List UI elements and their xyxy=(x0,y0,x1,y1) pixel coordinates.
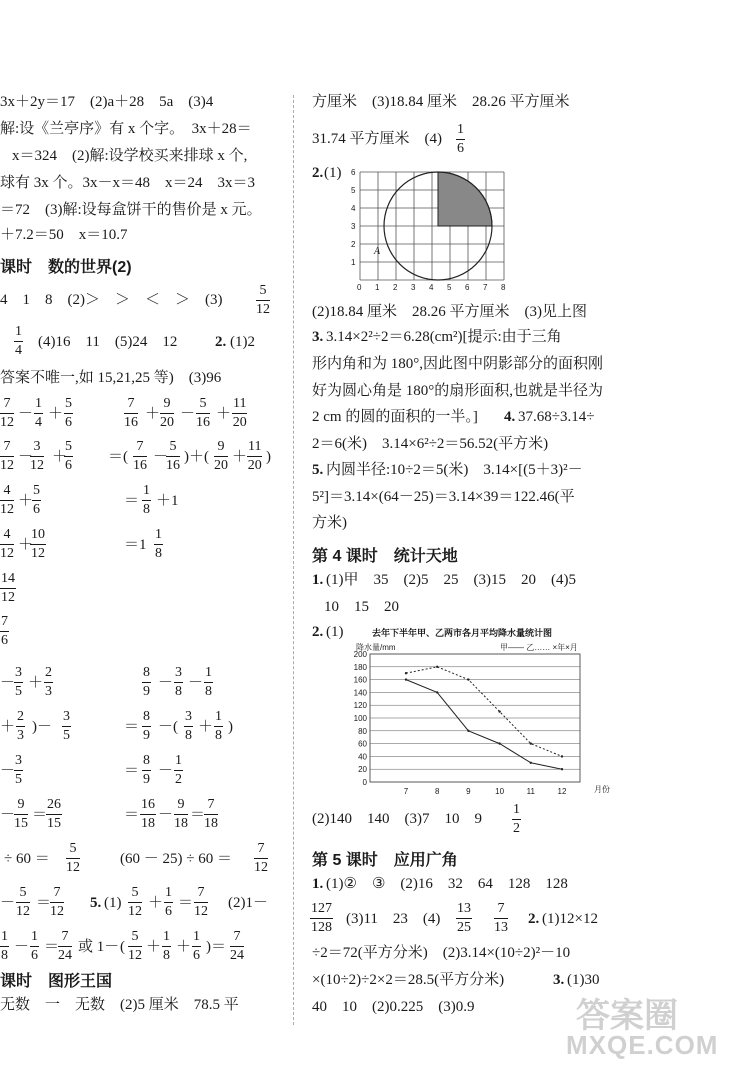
answer-line: 方米) xyxy=(312,515,347,531)
x-tick: 4 xyxy=(429,283,434,292)
data-point xyxy=(561,755,563,757)
y-tick-label: 140 xyxy=(353,688,367,698)
x-tick: 7 xyxy=(483,283,488,292)
y-tick-label: 200 xyxy=(353,650,367,659)
x-tick: 8 xyxy=(501,283,506,292)
point-label: A xyxy=(374,246,381,257)
series-line-乙 xyxy=(406,667,562,757)
answer-line: (1)甲 35 (2)5 25 (3)15 20 (4)5 xyxy=(326,572,576,588)
data-point xyxy=(498,710,500,712)
answer-line: 2 cm 的圆的面积的一半。] xyxy=(312,409,478,425)
x-tick-label: 9 xyxy=(466,787,471,796)
data-point xyxy=(436,666,438,668)
data-point xyxy=(561,768,563,770)
chart-title: 去年下半年甲、乙两市各月平均降水量统计图 xyxy=(372,628,553,638)
watermark-url: MXQE.COM xyxy=(566,1030,719,1060)
section-heading: 课时 数的世界(2) xyxy=(0,259,132,276)
answer-line: 方厘米 (3)18.84 厘米 28.26 平方厘米 xyxy=(312,94,570,110)
question-number: 4. xyxy=(504,409,516,425)
answer-page: 3x＋2y＝17 (2)a＋28 5a (3)4 解:设《兰亭序》有 x 个字。 3x＋28＝ x＝324 (2)解:设学校买来排球 x 个, 球有 3x 个。3x－x＝48 x＝24 3x＝3 ＝72 (3)解:设每盒饼干的售价是 x 元。 ＋7.2＝50 x＝10.7 课时 数的世界(2) 4 1 8 (2)＞ ＞ ＜ ＞ (3) 5 12 1 4 (4)16 11 (5)24 12 2. (1)2 答案不唯一,如 15,21,25 等) (3)96 7 12 － 1 4 ＋ 5 6 7 16 ＋ 9 20 － 5 16 ＋ 11 20 7 12 － 3 12 ＋ 5 6 ＝( 7 16 － 5 16 )＋( 9 20 ＋ 11 20 ) 4 12 ＋ 5 6 ＝ 1 8 ＋1 4 12 ＋ 10 12 ＝1 1 8 14 12 7 6 － 3 5 ＋ 2 3 8 9 － 3 8 － 1 8 ＋ 2 3 )－ 3 5 ＝ 8 9 －( 3 8 ＋ 1 8 ) － 3 5 ＝ 8 9 － 1 2 － 9 15 ＝ 26 15 ＝ 16 18 － 9 18 ＝ 7 18 ÷ 60 ＝ 5 12 (60 － 25) ÷ 60 ＝ 7 12 － 5 12 ＝ 7 12 5. (1) 5 12 ＋ 1 6 ＝ 7 12 (2)1－ 1 8 － 1 6 ＝ 7 24 或 1－ ( 5 12 ＋ 1 8 ＋ 1 6 )＝ 7 24 课时 图形王国 无数 一 无数 (2)5 厘米 78.5 平 方厘米 (3)18.84 厘米 28.26 平方厘米 31.74 平方厘米 (4) 1 6 2. (1) 0 1 2 3 4 5 6 7 8 1 2 3 4 5 6 A (2)18.84 厘米 28.26 平方厘米 (3)见上图 3. 3.14×2²÷2＝6.28(cm²)[提示:由于三角 形内角和为 180°,因此图中阴影部分的面积刚 好为圆心角是 180°的扇形面积,也就是半径为 2 cm 的圆的面积的一半。] 4. 37.68÷3.14÷ 2＝6(米) 3.14×6²÷2＝56.52(平方米) 5. 内圆半径:10÷2＝5(米) 3.14×[(5＋3)²－ 5²]＝3.14×(64－25)＝3.14×39＝122.46(平 方米) 第 4 课时 统计天地 1. (1)甲 35 (2)5 25 (3)15 20 (4)5 10 15 20 2. (1) 去年下半年甲、乙两市各月平均降水量统计图 降水量/mm 甲—— 乙…… ×年×月 0 20 40 60 80 100 120 140 160 180 200 7 8 9 10 11 12 月份 (2)140 140 (3)7 10 9 1 2 第 5 课时 应用广角 1. (1)② ③ (2)16 32 64 128 128 127 128 (3)11 23 (4) 13 25 7 13 2. (1)12×12 ÷2＝72(平方分米) (2)3.14×(10÷2)²－10 ×(10÷2)÷2×2＝28.5(平方分米) 3. (1)30 40 10 (2)0.225 (3)0.9 答案圈 MXQE.COM xyxy=(0,94,719,1060)
data-point xyxy=(530,742,532,744)
y-tick-label: 180 xyxy=(353,662,367,672)
x-tick: 2 xyxy=(393,283,398,292)
answer-line: 10 15 20 xyxy=(324,599,400,615)
answer-line: 2＝6(米) 3.14×6²÷2＝56.52(平方米) xyxy=(312,436,549,452)
series-line-甲 xyxy=(406,680,562,770)
question-number: 2. xyxy=(312,624,324,640)
grid-x-ticks xyxy=(357,283,506,292)
section-heading: 第 5 课时 应用广角 xyxy=(312,852,458,869)
grid-y-ticks xyxy=(351,168,356,267)
x-tick: 6 xyxy=(465,283,470,292)
answer-line: (3)11 23 (4) xyxy=(346,911,441,927)
y-tick-label: 160 xyxy=(353,675,367,685)
answer-line: (1)2 xyxy=(230,334,255,350)
y-tick: 6 xyxy=(351,168,356,177)
y-tick: 5 xyxy=(351,186,356,195)
column-divider xyxy=(293,95,294,1025)
circle-grid-figure xyxy=(340,164,525,294)
answer-line: 3.14×2²÷2＝6.28(cm²)[提示:由于三角 xyxy=(326,329,562,345)
answer-line: 无数 一 无数 (2)5 厘米 78.5 平 xyxy=(0,997,239,1013)
answer-line: 3x＋2y＝17 (2)a＋28 5a (3)4 xyxy=(0,94,214,110)
y-tick-label: 80 xyxy=(358,726,367,736)
answer-line: ÷2＝72(平方分米) (2)3.14×(10÷2)²－10 xyxy=(312,945,571,961)
x-tick: 5 xyxy=(447,283,452,292)
x-axis-label: 月份 xyxy=(594,785,610,794)
y-tick-label: 60 xyxy=(358,739,367,749)
y-tick-label: 100 xyxy=(353,714,367,723)
y-tick-label: 40 xyxy=(358,752,367,762)
answer-line: ＋7.2＝50 x＝10.7 xyxy=(0,227,128,243)
data-point xyxy=(405,672,407,674)
fraction: 1 2 xyxy=(513,802,520,836)
x-tick-label: 11 xyxy=(526,787,535,796)
fraction: 127 128 xyxy=(311,901,332,935)
answer-line: (2)140 140 (3)7 10 9 xyxy=(312,811,482,827)
answer-line: 5²]＝3.14×(64－25)＝3.14×39＝122.46(平 xyxy=(312,489,575,505)
answer-line: 内圆半径:10÷2＝5(米) 3.14×[(5＋3)²－ xyxy=(326,462,583,478)
answer-line: (1) xyxy=(326,624,344,640)
data-point xyxy=(530,762,532,764)
y-tick: 3 xyxy=(351,222,356,231)
answer-line: (1)12×12 xyxy=(542,911,598,927)
question-number: 2. xyxy=(528,911,540,927)
fraction: 1 4 xyxy=(15,324,22,358)
question-number: 3. xyxy=(553,972,565,988)
answer-line: ＝72 (3)解:设每盒饼干的售价是 x 元。 xyxy=(0,202,262,218)
shaded-quarter-sector xyxy=(438,172,492,226)
y-tick-label: 0 xyxy=(362,778,367,787)
rainfall-line-chart xyxy=(340,637,620,797)
x-tick-label: 10 xyxy=(495,787,505,796)
answer-line: 球有 3x 个。3x－x＝48 x＝24 3x＝3 xyxy=(0,175,256,191)
data-point xyxy=(436,691,438,693)
answer-line: x＝324 (2)解:设学校买来排球 x 个, xyxy=(12,148,248,164)
question-number: 1. xyxy=(312,876,324,892)
fraction: 5 12 xyxy=(256,283,270,317)
x-tick: 1 xyxy=(375,283,380,292)
question-number: 2. xyxy=(215,334,227,350)
y-tick: 1 xyxy=(351,258,356,267)
answer-line: (1)30 xyxy=(567,972,600,988)
y-tick: 2 xyxy=(351,240,356,249)
answer-line: 40 10 (2)0.225 (3)0.9 xyxy=(312,999,475,1015)
fraction: 7 6 xyxy=(1,614,8,648)
question-number: 5. xyxy=(312,462,324,478)
question-number: 3. xyxy=(312,329,324,345)
x-tick: 0 xyxy=(357,283,362,292)
section-heading: 课时 图形王国 xyxy=(0,973,113,990)
data-point xyxy=(467,730,469,732)
answer-line: 形内角和为 180°,因此图中阴影部分的面积刚 xyxy=(312,356,604,372)
question-number: 1. xyxy=(312,572,324,588)
data-point xyxy=(498,742,500,744)
fraction: 1 6 xyxy=(457,122,464,156)
watermark-logo: 答案圈 xyxy=(576,997,678,1035)
data-point xyxy=(405,678,407,680)
chart-legend: 甲—— 乙…… ×年×月 xyxy=(500,643,578,652)
fraction: 14 12 xyxy=(1,571,15,605)
section-heading: 第 4 课时 统计天地 xyxy=(312,548,458,565)
answer-line: ×(10÷2)÷2×2＝28.5(平方分米) xyxy=(312,972,505,988)
answer-line: 31.74 平方厘米 (4) xyxy=(312,131,442,147)
y-tick-label: 120 xyxy=(353,701,367,711)
x-tick: 3 xyxy=(411,283,416,292)
y-tick-label: 20 xyxy=(358,765,367,775)
x-tick-label: 7 xyxy=(403,787,409,796)
x-tick-label: 12 xyxy=(557,787,567,796)
answer-line: (1)② ③ (2)16 32 64 128 128 xyxy=(326,876,568,892)
answer-line: 好为圆心角是 180°的扇形面积,也就是半径为 xyxy=(312,383,604,399)
question-number: 2. xyxy=(312,165,324,181)
x-tick-label: 8 xyxy=(434,787,440,796)
fraction: 7 13 xyxy=(494,901,508,935)
y-tick: 4 xyxy=(351,204,356,213)
answer-line: 4 1 8 (2)＞ ＞ ＜ ＞ (3) xyxy=(0,292,223,308)
fraction: 13 25 xyxy=(457,901,471,935)
answer-line: (4)16 11 (5)24 12 xyxy=(38,334,178,350)
answer-line: 答案不唯一,如 15,21,25 等) (3)96 xyxy=(0,370,222,386)
answer-line: 37.68÷3.14÷ xyxy=(518,409,595,425)
y-axis-label: 降水量/mm xyxy=(356,643,396,652)
answer-line: 解:设《兰亭序》有 x 个字。 3x＋28＝ xyxy=(0,121,252,137)
data-point xyxy=(467,678,469,680)
answer-line: (1) xyxy=(324,165,342,181)
answer-line: (2)18.84 厘米 28.26 平方厘米 (3)见上图 xyxy=(312,304,587,320)
